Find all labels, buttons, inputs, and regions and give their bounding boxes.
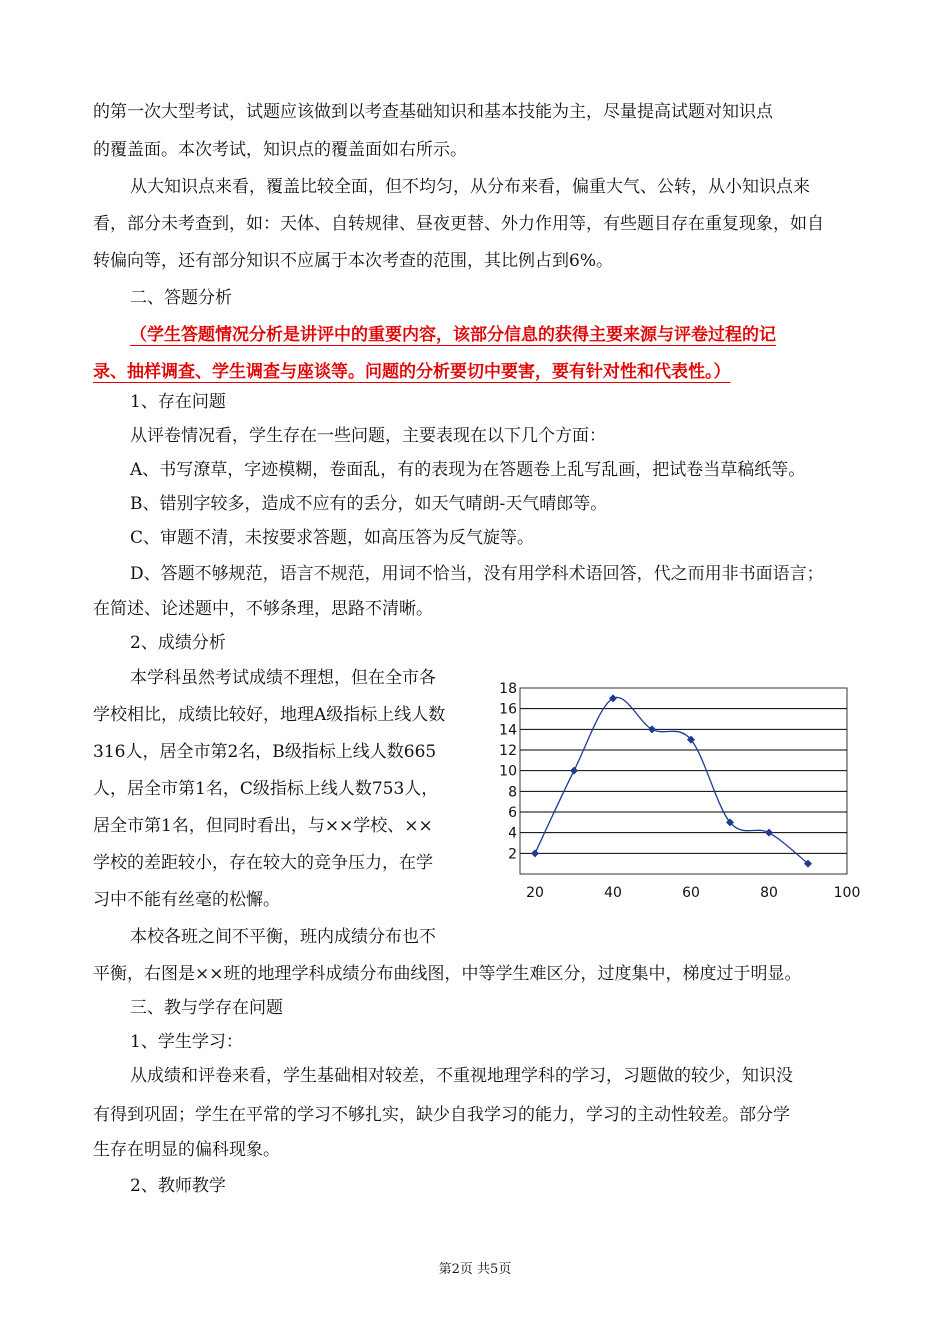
paragraph-line: 从成绩和评卷来看，学生基础相对较差，不重视地理学科的学习，习题做的较少，知识没 bbox=[130, 1066, 793, 1086]
page-footer: 第2页 共5页 bbox=[438, 1262, 512, 1277]
y-tick-label: 6 bbox=[508, 805, 517, 821]
x-tick-label: 20 bbox=[526, 885, 544, 901]
x-tick-label: 40 bbox=[604, 885, 622, 901]
y-tick-label: 14 bbox=[499, 722, 517, 739]
y-tick-label: 10 bbox=[499, 763, 517, 780]
y-tick-label: 12 bbox=[499, 743, 517, 759]
highlight-note: 录、抽样调查、学生调查与座谈等。问题的分析要切中要害，要有针对性和代表性。） bbox=[93, 362, 731, 382]
y-axis-ticks bbox=[499, 681, 517, 862]
x-axis-ticks bbox=[526, 885, 860, 901]
paragraph-line: 有得到巩固；学生在平常的学习不够扎实，缺少自我学习的能力，学习的主动性较差。部分学 bbox=[93, 1105, 790, 1125]
paragraph-line: 在简述、论述题中，不够条理，思路不清晰。 bbox=[93, 599, 433, 619]
paragraph-line: 从评卷情况看，学生存在一些问题，主要表现在以下几个方面： bbox=[130, 426, 606, 446]
paragraph-line: 的第一次大型考试，试题应该做到以考查基础知识和基本技能为主，尽量提高试题对知识点 bbox=[93, 102, 773, 122]
y-tick-label: 8 bbox=[508, 784, 517, 801]
paragraph-line: 学校的差距较小，存在较大的竞争压力，在学 bbox=[93, 853, 433, 873]
highlight-note: （学生答题情况分析是讲评中的重要内容，该部分信息的获得主要来源与评卷过程的记 bbox=[130, 325, 776, 345]
paragraph-line: 学校相比，成绩比较好，地理A级指标上线人数 bbox=[93, 705, 446, 725]
y-tick-label: 4 bbox=[508, 825, 517, 842]
paragraph-line: 316人，居全市第2名，B级指标上线人数665 bbox=[93, 742, 437, 762]
list-item: A、书写潦草，字迹模糊，卷面乱，有的表现为在答题卷上乱写乱画，把试卷当草稿纸等。 bbox=[130, 460, 806, 480]
subsection-heading: 1、存在问题 bbox=[130, 392, 226, 412]
list-item: D、答题不够规范，语言不规范，用词不恰当，没有用学科术语回答，代之而用非书面语言； bbox=[130, 564, 824, 584]
list-item: B、错别字较多，造成不应有的丢分，如天气晴朗-天气晴郎等。 bbox=[130, 494, 608, 514]
paragraph-line: 平衡，右图是××班的地理学科成绩分布曲线图，中等学生难区分，过度集中，梯度过于明显。 bbox=[93, 964, 802, 984]
y-tick-label: 18 bbox=[499, 681, 517, 697]
paragraph-line: 本校各班之间不平衡，班内成绩分布也不 bbox=[130, 927, 436, 947]
paragraph-line: 本学科虽然考试成绩不理想，但在全市各 bbox=[130, 668, 436, 688]
section-heading: 二、答题分析 bbox=[130, 288, 232, 308]
paragraph-line: 的覆盖面。本次考试，知识点的覆盖面如右所示。 bbox=[93, 140, 467, 160]
y-tick-label: 16 bbox=[499, 701, 517, 718]
y-tick-label: 2 bbox=[508, 846, 517, 863]
paragraph-line: 居全市第1名，但同时看出，与××学校、×× bbox=[93, 816, 433, 836]
score-distribution-chart bbox=[493, 676, 873, 936]
paragraph-line: 生存在明显的偏科现象。 bbox=[93, 1140, 280, 1160]
x-tick-label: 60 bbox=[682, 885, 700, 901]
paragraph-line: 转偏向等，还有部分知识不应属于本次考查的范围，其比例占到6%。 bbox=[93, 251, 613, 271]
paragraph-line: 看，部分未考查到，如：天体、自转规律、昼夜更替、外力作用等，有些题目存在重复现象，如自 bbox=[93, 214, 824, 234]
paragraph-line: 从大知识点来看，覆盖比较全面，但不均匀，从分布来看，偏重大气、公转，从小知识点来 bbox=[130, 177, 810, 197]
subsection-heading: 2、成绩分析 bbox=[130, 633, 226, 653]
paragraph-line: 习中不能有丝毫的松懈。 bbox=[93, 890, 280, 910]
section-heading: 三、教与学存在问题 bbox=[130, 998, 283, 1018]
subsection-heading: 1、学生学习： bbox=[130, 1032, 243, 1052]
x-tick-label: 80 bbox=[760, 885, 778, 901]
subsection-heading: 2、教师教学 bbox=[130, 1176, 226, 1196]
paragraph-line: 人，居全市第1名，C级指标上线人数753人， bbox=[93, 779, 439, 799]
list-item: C、审题不清，未按要求答题，如高压答为反气旋等。 bbox=[130, 528, 535, 548]
x-tick-label: 100 bbox=[833, 885, 861, 901]
